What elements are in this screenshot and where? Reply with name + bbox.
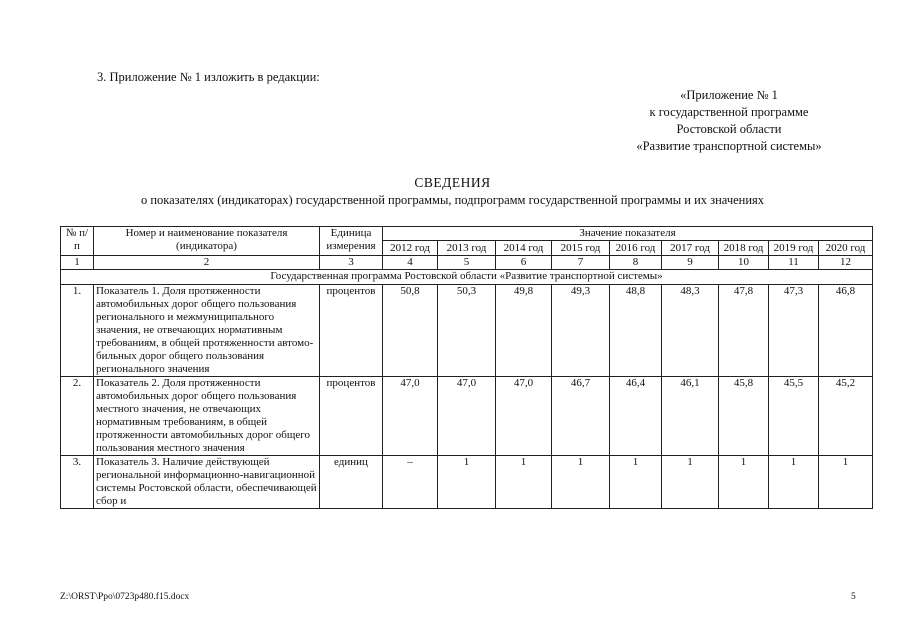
unit-cell: единиц (320, 456, 383, 509)
value-cell: 47,0 (438, 377, 496, 456)
file-path: Z:\ORST\Ppo\0723p480.f15.docx (60, 592, 190, 602)
value-cell: – (383, 456, 438, 509)
indicator-name: Показатель 2. Доля протяженности автомобильных дорог общего пользования местного значения, не отвечающих нормативным требованиям, в общей протяженности автомобильных дорог общего пользования местного значения (94, 377, 320, 456)
indicator-name: Показатель 3. Наличие действующей региональной информационно-навигационной системы Ростовской области, обеспечивающей сбор и (94, 456, 320, 509)
indicator-name: Показатель 1. Доля протяженности автомобильных дорог общего пользования регионального и межмуниципального значения, не отвечающих нормативным требованиям, в общей протяженности автомобильных дорог общего пользования регионального значения (94, 285, 320, 377)
intro-text: 3. Приложение № 1 изложить в редакции: (97, 70, 320, 84)
column-numbers-row (61, 256, 873, 270)
year-header: 2019 год (769, 241, 819, 256)
column-number: 9 (662, 256, 719, 270)
year-header: 2013 год (438, 241, 496, 256)
header-name: Номер и наименование показателя (индикатора) (94, 227, 320, 256)
value-cell: 45,2 (819, 377, 873, 456)
value-cell: 46,4 (610, 377, 662, 456)
page-number: 5 (851, 592, 856, 602)
year-header: 2016 год (610, 241, 662, 256)
unit-cell: процентов (320, 377, 383, 456)
year-header: 2017 год (662, 241, 719, 256)
value-cell: 49,3 (552, 285, 610, 377)
value-cell: 49,8 (496, 285, 552, 377)
value-cell: 45,8 (719, 377, 769, 456)
value-cell: 1 (610, 456, 662, 509)
value-cell: 1 (769, 456, 819, 509)
column-number: 11 (769, 256, 819, 270)
unit-cell: процентов (320, 285, 383, 377)
value-cell: 47,0 (383, 377, 438, 456)
document-title: СВЕДЕНИЯ (414, 175, 491, 190)
indicators-table (60, 226, 873, 509)
appendix-line: Ростовской области (676, 122, 782, 136)
column-number: 10 (719, 256, 769, 270)
value-cell: 47,8 (719, 285, 769, 377)
appendix-line: «Приложение № 1 (680, 88, 778, 102)
value-cell: 46,8 (819, 285, 873, 377)
header-values: Значение показателя (383, 227, 873, 241)
value-cell: 1 (719, 456, 769, 509)
column-number: 1 (61, 256, 94, 270)
value-cell: 46,1 (662, 377, 719, 456)
column-number: 6 (496, 256, 552, 270)
appendix-heading (600, 87, 858, 155)
table-body (61, 256, 873, 509)
year-header: 2020 год (819, 241, 873, 256)
table-row (61, 377, 873, 456)
column-number: 3 (320, 256, 383, 270)
value-cell: 1 (552, 456, 610, 509)
column-number: 4 (383, 256, 438, 270)
header-num: № п/п (61, 227, 94, 256)
column-number: 12 (819, 256, 873, 270)
year-header: 2018 год (719, 241, 769, 256)
value-cell: 50,3 (438, 285, 496, 377)
appendix-line: к государственной программе (649, 105, 809, 119)
value-cell: 1 (662, 456, 719, 509)
column-number: 2 (94, 256, 320, 270)
year-header: 2015 год (552, 241, 610, 256)
document-subtitle: о показателях (индикаторах) государственной программы, подпрограмм государственной программы и их значениях (140, 193, 765, 207)
year-header: 2014 год (496, 241, 552, 256)
value-cell: 45,5 (769, 377, 819, 456)
header-unit: Единица измерения (320, 227, 383, 256)
value-cell: 1 (819, 456, 873, 509)
year-header: 2012 год (383, 241, 438, 256)
value-cell: 1 (438, 456, 496, 509)
value-cell: 47,3 (769, 285, 819, 377)
column-number: 8 (610, 256, 662, 270)
value-cell: 1 (496, 456, 552, 509)
value-cell: 46,7 (552, 377, 610, 456)
value-cell: 47,0 (496, 377, 552, 456)
value-cell: 48,8 (610, 285, 662, 377)
row-number: 2. (61, 377, 94, 456)
column-number: 7 (552, 256, 610, 270)
value-cell: 48,3 (662, 285, 719, 377)
table-row (61, 456, 873, 509)
table-row (61, 285, 873, 377)
section-row (61, 270, 873, 285)
section-title: Государственная программа Ростовской области «Развитие транспортной системы» (61, 270, 873, 285)
column-number: 5 (438, 256, 496, 270)
value-cell: 50,8 (383, 285, 438, 377)
row-number: 1. (61, 285, 94, 377)
appendix-line: «Развитие транспортной системы» (636, 139, 822, 153)
row-number: 3. (61, 456, 94, 509)
